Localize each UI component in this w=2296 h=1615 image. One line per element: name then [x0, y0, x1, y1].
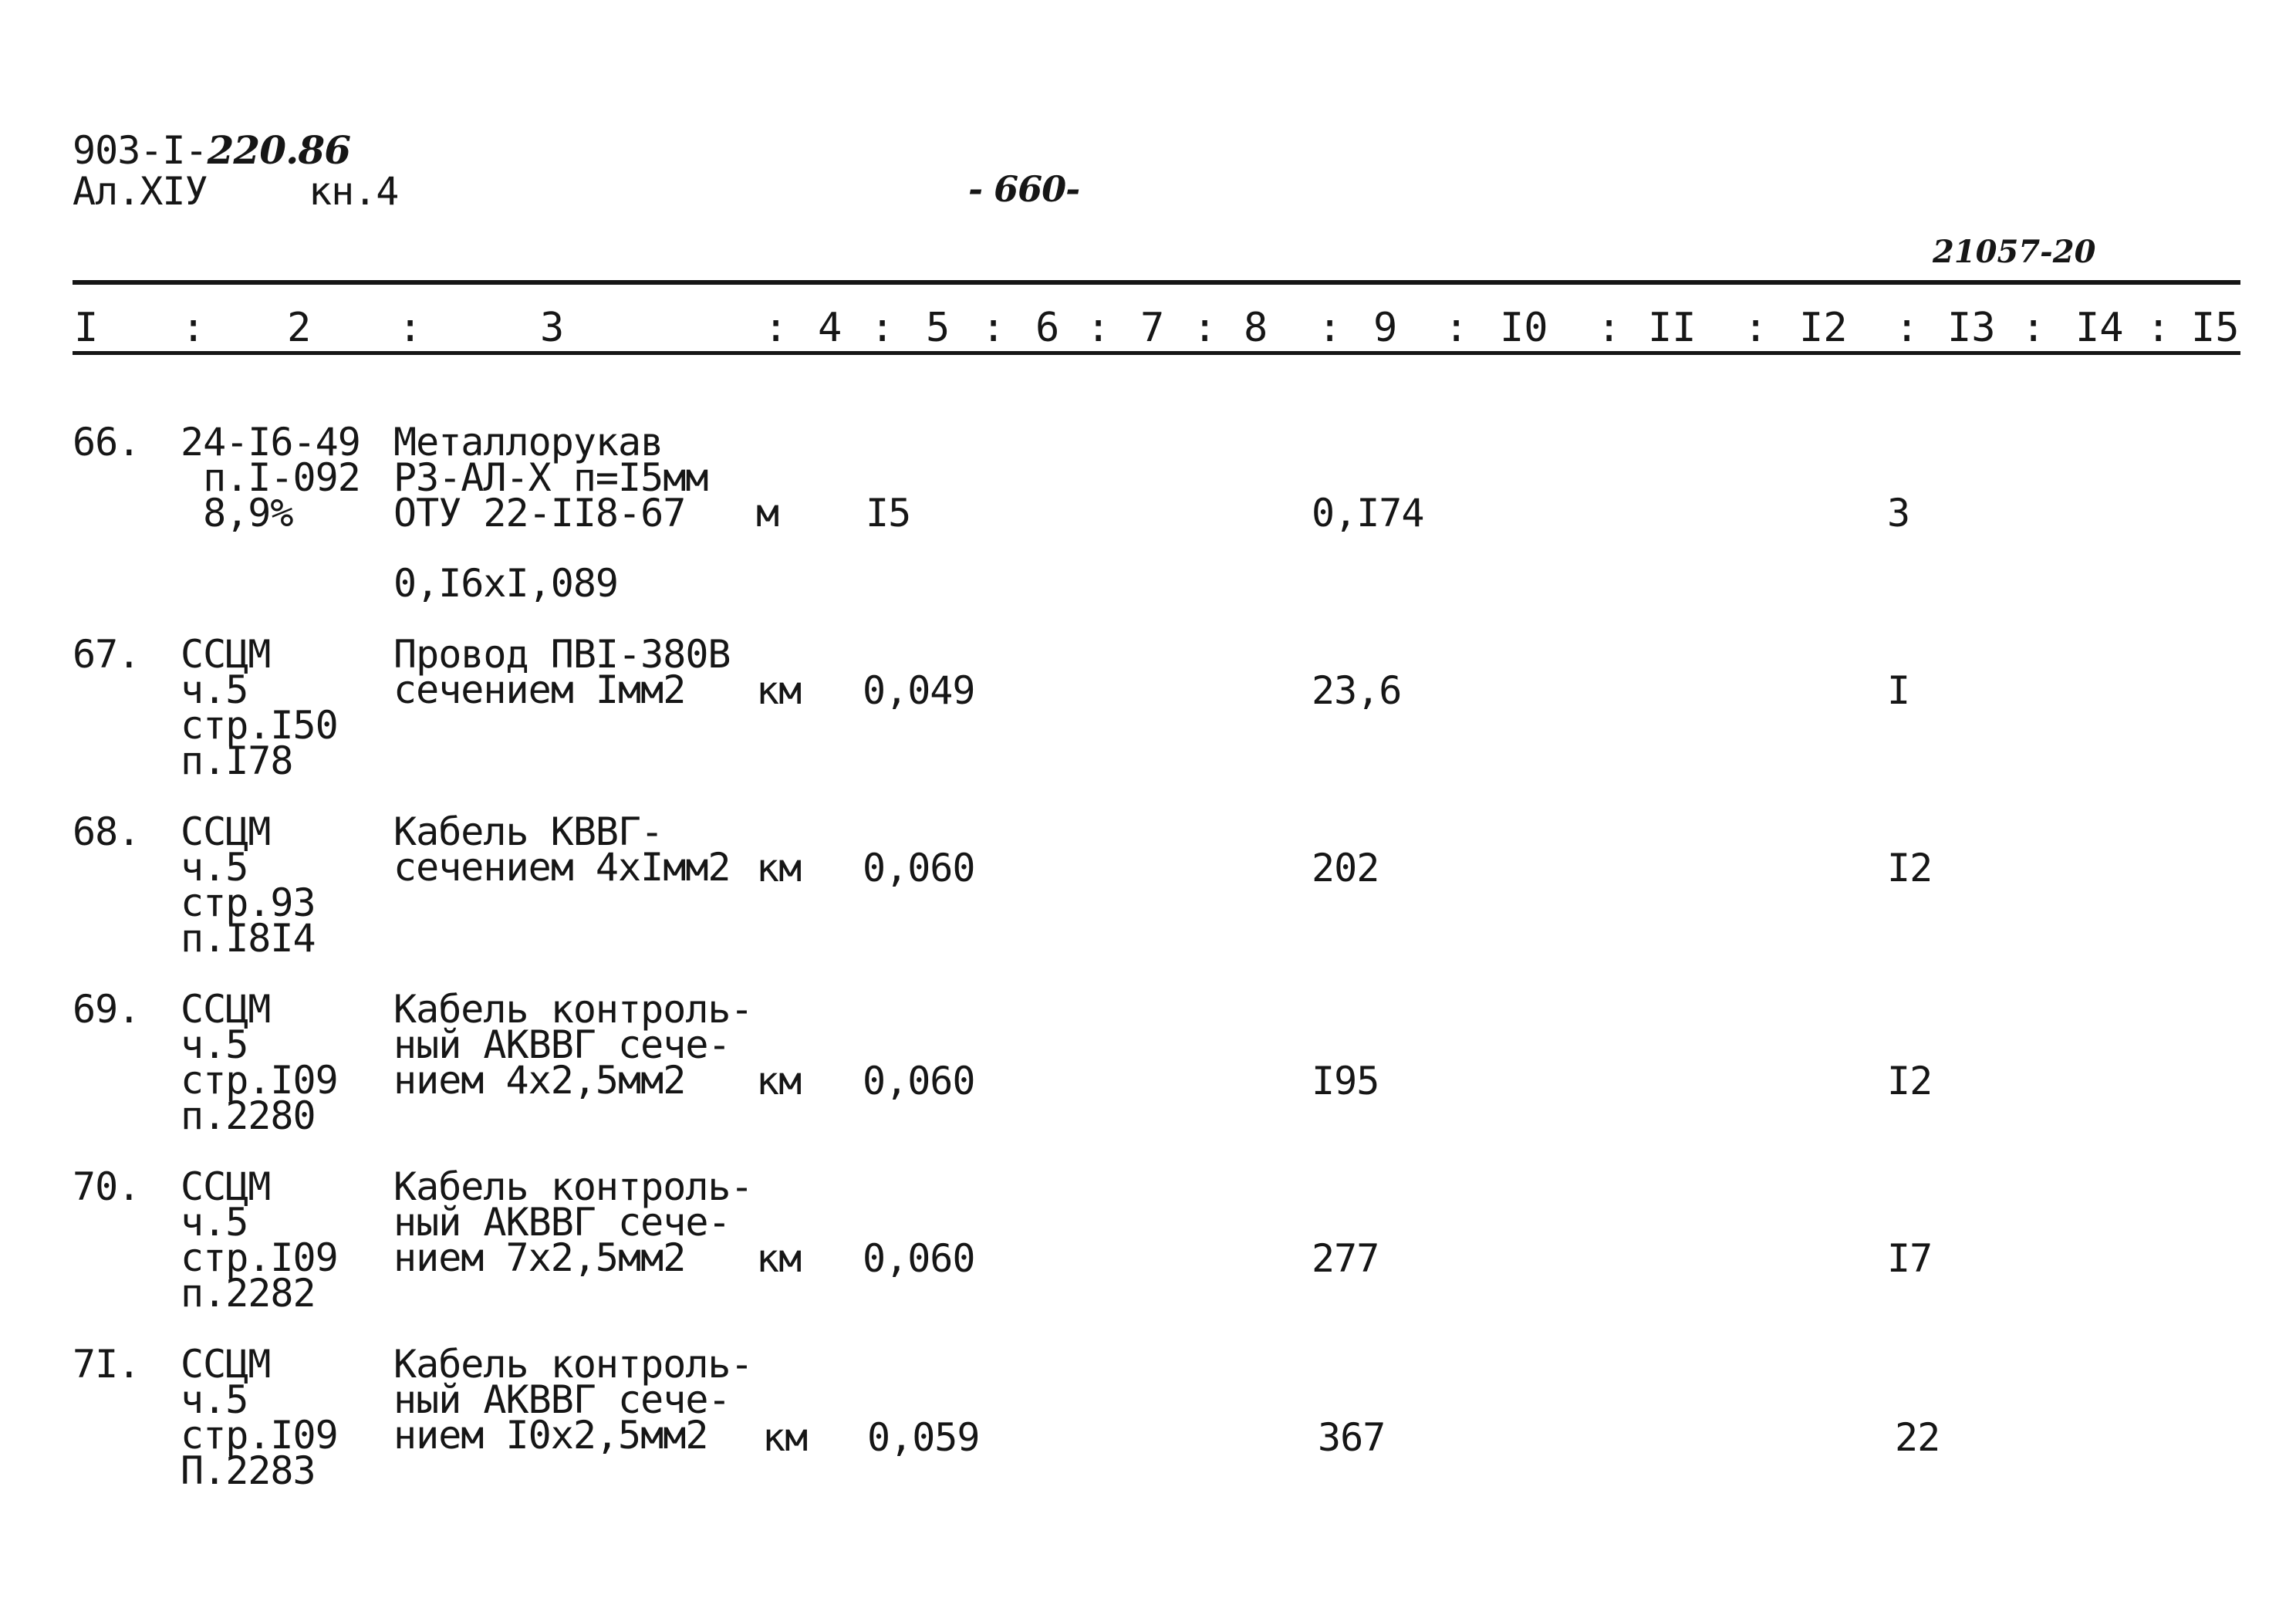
col-header: II	[1648, 305, 1697, 351]
row-item-name: Кабель контроль- ный АКВВГ сече- нием 4х2,5мм2	[393, 987, 753, 1103]
col-separator: :	[1744, 305, 1768, 351]
document-code-handwritten: 220.86	[207, 127, 350, 173]
row-reference: ССЦМ ч.5 стр.I50 п.I78	[181, 632, 338, 783]
row-number: 7I.	[73, 1342, 140, 1387]
row-number: 66.	[73, 420, 140, 465]
col-separator: :	[1086, 305, 1111, 351]
col-header: I	[74, 305, 99, 351]
row-reference: ССЦМ ч.5 стр.93 п.I8I4	[181, 809, 316, 961]
row-number: 68.	[73, 809, 140, 854]
col-header: 6	[1035, 305, 1060, 351]
row-reference: ССЦМ ч.5 стр.I09 П.2283	[181, 1342, 338, 1493]
row-unit: м	[756, 491, 779, 536]
row-reference: ССЦМ ч.5 стр.I09 п.2280	[181, 987, 338, 1138]
row-col13-value: 22	[1895, 1415, 1940, 1460]
col-separator: :	[1597, 305, 1622, 351]
stamp-number: 21057-20	[1933, 234, 2096, 270]
col-header: 7	[1140, 305, 1165, 351]
row-quantity: 0,060	[863, 1236, 975, 1281]
col-separator: :	[1895, 305, 1920, 351]
row-col13-value: I7	[1887, 1236, 1933, 1281]
row-quantity: 0,049	[863, 668, 975, 713]
col-separator: :	[398, 305, 423, 351]
row-col9-value: 0,I74	[1312, 491, 1424, 536]
col-separator: :	[870, 305, 895, 351]
row-quantity: 0,059	[867, 1415, 980, 1460]
col-header: 4	[818, 305, 842, 351]
row-reference: 24-I6-49 п.I-092 8,9%	[181, 420, 360, 536]
col-separator: :	[2146, 305, 2171, 351]
row-unit: км	[756, 668, 802, 713]
col-header: 2	[287, 305, 312, 351]
row-col13-value: I2	[1887, 1059, 1933, 1103]
row-col9-value: I95	[1312, 1059, 1379, 1103]
row-unit: км	[756, 846, 802, 890]
row-unit: км	[756, 1236, 802, 1281]
col-header: I4	[2075, 305, 2124, 351]
row-item-name: Кабель КВВГ- сечением 4хIмм2	[393, 809, 731, 890]
album-label: Ал.XIУ	[73, 169, 208, 214]
col-header: 3	[540, 305, 565, 351]
row-number: 67.	[73, 632, 140, 677]
col-header: I3	[1947, 305, 1996, 351]
col-header: 9	[1373, 305, 1398, 351]
row-item-name: Провод ПВI-380В сечением Iмм2	[393, 632, 731, 712]
document-code-printed: 903-I-	[73, 128, 208, 173]
row-unit: км	[756, 1059, 802, 1103]
col-separator: :	[1193, 305, 1217, 351]
row-col13-value: 3	[1887, 491, 1910, 536]
row-number: 69.	[73, 987, 140, 1032]
row-col9-value: 23,6	[1312, 668, 1402, 713]
col-separator: :	[1318, 305, 1342, 351]
col-separator: :	[1444, 305, 1469, 351]
row-col13-value: I	[1887, 668, 1910, 713]
row-item-name: Кабель контроль- ный АКВВГ сече- нием I0х2,5мм2	[393, 1342, 753, 1458]
row-col9-value: 277	[1312, 1236, 1379, 1281]
row-unit: км	[762, 1415, 808, 1460]
row-item-name: Кабель контроль- ный АКВВГ сече- нием 7х2,5мм2	[393, 1164, 753, 1280]
col-separator: :	[181, 305, 206, 351]
col-header: 8	[1244, 305, 1268, 351]
row-quantity: 0,060	[863, 1059, 975, 1103]
row-number: 70.	[73, 1164, 140, 1209]
row-quantity: 0,060	[863, 846, 975, 890]
row-col13-value: I2	[1887, 846, 1933, 890]
row-item-extra: 0,I6хI,089	[393, 561, 619, 606]
row-reference: ССЦМ ч.5 стр.I09 п.2282	[181, 1164, 338, 1316]
header-underline	[73, 351, 2240, 355]
col-header: I2	[1799, 305, 1848, 351]
col-header: I0	[1500, 305, 1548, 351]
page-number: - 660-	[968, 168, 1080, 210]
col-header: I5	[2191, 305, 2240, 351]
col-separator: :	[2021, 305, 2046, 351]
row-col9-value: 367	[1318, 1415, 1386, 1460]
book-label: кн.4	[309, 169, 399, 214]
top-rule	[73, 280, 2240, 285]
col-separator: :	[981, 305, 1006, 351]
row-col9-value: 202	[1312, 846, 1379, 890]
row-quantity: I5	[866, 491, 911, 536]
document-code	[73, 127, 350, 173]
col-separator: :	[764, 305, 788, 351]
col-header: 5	[926, 305, 950, 351]
row-item-name: Металлорукав РЗ-АЛ-Х п=I5мм ОТУ 22-II8-67	[393, 420, 708, 536]
